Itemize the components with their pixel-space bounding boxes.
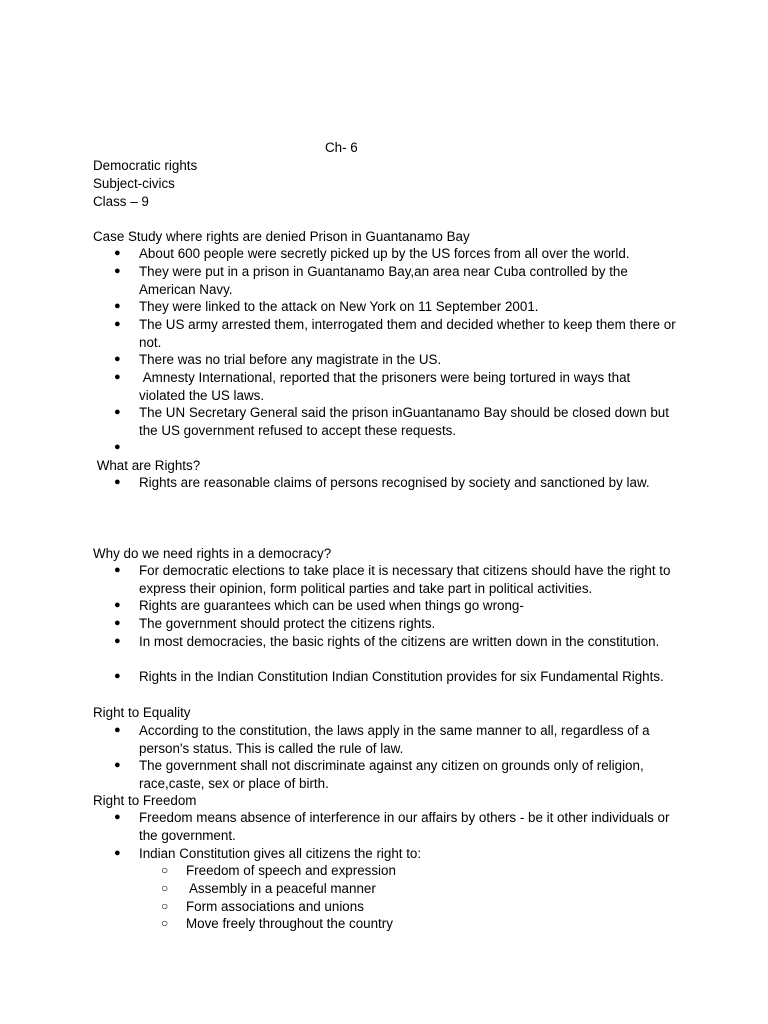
- list-item-text: The government shall not discriminate against any citizen on grounds only of religion, race,caste, sex or place of birth.: [139, 758, 644, 791]
- list-item-text: Rights are guarantees which can be used when things go wrong-: [139, 598, 524, 613]
- bullet-icon: ●: [114, 441, 121, 453]
- list-item-text: Indian Constitution gives all citizens the right to:: [139, 846, 422, 861]
- bullet-icon: ●: [114, 617, 121, 629]
- list-item-text: Rights are reasonable claims of persons recognised by society and sanctioned by law.: [139, 475, 650, 490]
- doc-title: Democratic rights: [93, 158, 198, 173]
- list-item-text: In most democracies, the basic rights of the citizens are written down in the constitution.: [139, 634, 660, 649]
- list-item-text: The government should protect the citizens rights.: [139, 616, 436, 631]
- bullet-icon: ●: [114, 670, 121, 682]
- bullet-icon: ●: [114, 759, 121, 771]
- list-item-text: About 600 people were secretly picked up by the US forces from all over the world.: [139, 246, 630, 261]
- list-item-text: They were linked to the attack on New York on 11 September 2001.: [139, 299, 539, 314]
- equality-heading: Right to Equality: [93, 705, 191, 720]
- freedom-heading: Right to Freedom: [93, 793, 197, 808]
- list-item-text: Amnesty International, reported that the prisoners were being tortured in ways that violated the US laws.: [139, 370, 635, 403]
- bullet-icon: ●: [114, 318, 121, 330]
- why-rights-heading: Why do we need rights in a democracy?: [93, 546, 332, 561]
- list-item-text: Freedom means absence of interference in our affairs by others - be it other individuals or the government.: [139, 810, 670, 843]
- list-item-text: They were put in a prison in Guantanamo Bay,an area near Cuba controlled by the American Navy.: [139, 264, 628, 297]
- bullet-icon: ●: [114, 300, 121, 312]
- bullet-icon: ●: [114, 265, 121, 277]
- hollow-bullet-icon: ○: [161, 881, 169, 895]
- list-item-text: The US army arrested them, interrogated them and decided whether to keep them there or not.: [139, 317, 676, 350]
- bullet-icon: ●: [114, 371, 121, 383]
- list-item-text: For democratic elections to take place it is necessary that citizens should have the right to express their opinion, form political parties and take part in political activities.: [139, 563, 671, 596]
- case-study-heading: Case Study where rights are denied Prison in Guantanamo Bay: [93, 229, 470, 244]
- class-line: Class – 9: [93, 194, 149, 209]
- list-item-text: According to the constitution, the laws apply in the same manner to all, regardless of a person's status. This is called the rule of law.: [139, 723, 650, 756]
- sub-list-item-text: Freedom of speech and expression: [186, 863, 396, 878]
- bullet-icon: ●: [114, 724, 121, 736]
- hollow-bullet-icon: ○: [161, 916, 169, 930]
- bullet-icon: ●: [114, 406, 121, 418]
- hollow-bullet-icon: ○: [161, 899, 169, 913]
- list-item-text: There was no trial before any magistrate in the US.: [139, 352, 442, 367]
- list-item-text: Rights in the Indian Constitution Indian Constitution provides for six Fundamental Rights.: [139, 669, 664, 684]
- bullet-icon: ●: [114, 635, 121, 647]
- chapter-label: Ch- 6: [325, 140, 358, 155]
- list-item-text: The UN Secretary General said the prison inGuantanamo Bay should be closed down but the US government refused to accept these requests.: [139, 405, 669, 438]
- sub-list-item-text: Move freely throughout the country: [186, 916, 393, 931]
- bullet-icon: ●: [114, 353, 121, 365]
- what-rights-heading: What are Rights?: [93, 458, 201, 473]
- bullet-icon: ●: [114, 847, 121, 859]
- sub-list-item-text: Form associations and unions: [186, 899, 364, 914]
- bullet-icon: ●: [114, 564, 121, 576]
- subject-line: Subject-civics: [93, 176, 175, 191]
- bullet-icon: ●: [114, 476, 121, 488]
- bullet-icon: ●: [114, 247, 121, 259]
- bullet-icon: ●: [114, 599, 121, 611]
- hollow-bullet-icon: ○: [161, 863, 169, 877]
- sub-list-item-text: Assembly in a peaceful manner: [186, 881, 376, 896]
- bullet-icon: ●: [114, 811, 121, 823]
